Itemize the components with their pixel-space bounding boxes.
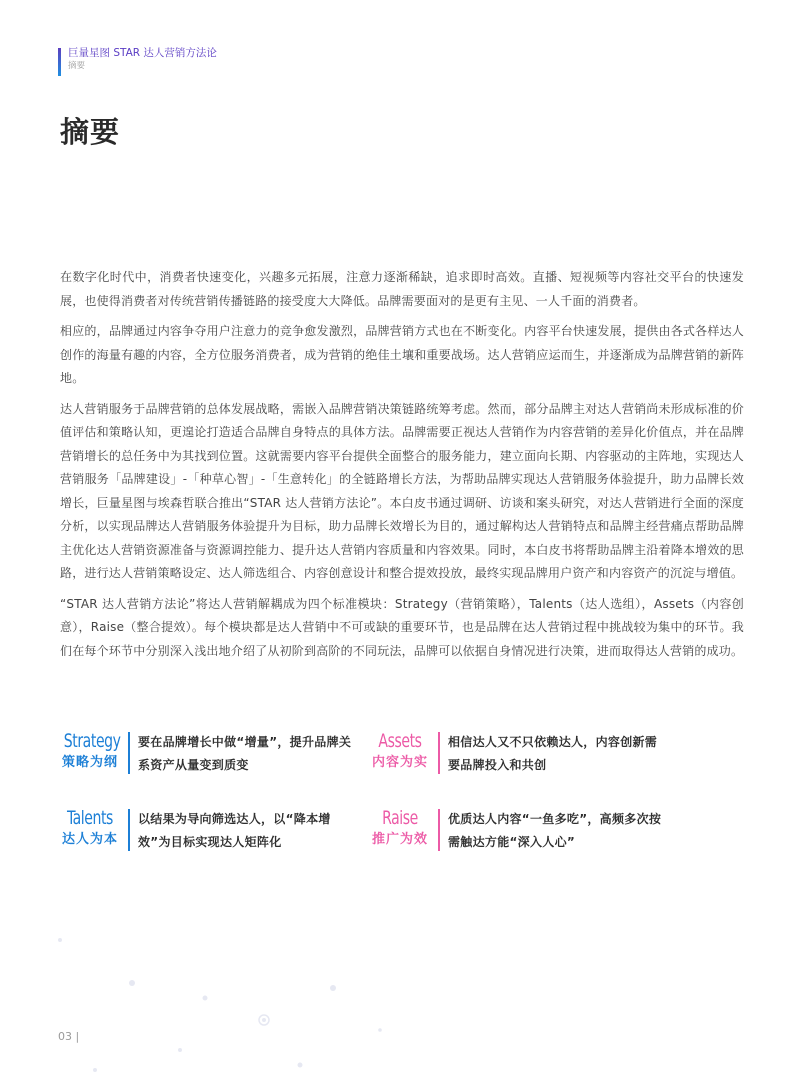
paragraph: 相应的，品牌通过内容争夺用户注意力的竞争愈发激烈，品牌营销方式也在不断变化。内容平台快速发展，提供由各式各样达人创作的海量有趣的内容，全方位服务消费者，成为营销的绝佳土壤和重要战场。达人营销应运而生，并逐渐成为品牌营销的新阵地。: [60, 324, 744, 385]
paragraph: “STAR 达人营销方法论”将达人营销解耦成为四个标准模块：Strategy（营销策略），Talents（达人选组），Assets（内容创意），Raise（整合提效）。每个模块都是达人营销中不可或缺的重要环节，也是品牌在达人营销过程中挑战较为集中的环节。我们在每个环节中分别深入浅出地介绍了从初阶到高阶的不同玩法，品牌可以依据自身情况进行决策，进而取得达人营销的成功。: [60, 596, 744, 658]
decorative-dot: [203, 996, 208, 1001]
paragraph: 达人营销服务于品牌营销的总体发展战略，需嵌入品牌营销决策链路统筹考虑。然而，部分品牌主对达人营销尚未形成标准的价值评估和策略认知，更遑论打造适合品牌自身特点的具体方法。品牌需要正视达人营销作为内容营销的差异化价值点，并在品牌营销增长的总任务中为其找到位置。这就需要内容平台提供全面整合的服务能力，建立面向长期、内容驱动的主阵地，实现达人营销服务「品牌建设」-「种草心智」-「生意转化」的全链路增长方法，为帮助品牌实现达人营销服务体验提升，助力品牌长效增长，巨量星图与埃森哲联合推出“STAR 达人营销方法论”。本白皮书通过调研、访谈和案头研究，对达人营销进行全面的深度分析，以实现品牌达人营销服务体验提升为目标，助力品牌长效增长为目的，通过解构达人营销特点和品牌主经营痛点帮助品牌主优化达人营销资源准备与资源调控能力、提升达人营销内容质量和内容效果。同时，本白皮书将帮助品牌主沿着降本增效的思路，进行达人营销策略设定、达人筛选组合、内容创意设计和整合提效投放，最终实现品牌用户资产和内容资产的沉淀与增值。: [60, 401, 744, 580]
module-zh-name: 内容为实: [371, 755, 428, 770]
page-title: 摘要: [60, 115, 121, 149]
module-en-name: Raise: [382, 807, 418, 829]
module-divider: [128, 809, 130, 851]
module-assets: [368, 728, 698, 776]
module-en-name: Talents: [67, 807, 113, 829]
module-en-name: Assets: [378, 730, 422, 752]
module-description: 要在品牌增长中做“增量”，提升品牌关系资产从量变到质变: [138, 735, 352, 772]
decorative-dot: [93, 1068, 97, 1072]
module-raise: [368, 805, 698, 853]
summary-body: [60, 266, 744, 670]
paragraph: 在数字化时代中，消费者快速变化，兴趣多元拓展，注意力逐渐稀缺，追求即时高效。直播、短视频等内容社交平台的快速发展，也使得消费者对传统营销传播链路的接受度大大降低。品牌需要面对的是更有主见、一人千面的消费者。: [60, 270, 744, 308]
section-name: 摘要: [68, 61, 86, 71]
module-talents: [58, 805, 388, 853]
module-divider: [438, 809, 440, 851]
decorative-dot: [298, 1063, 303, 1068]
star-modules: [58, 728, 748, 858]
module-zh-name: 策略为纲: [61, 755, 118, 770]
module-description: 相信达人又不只依赖达人，内容创新需要品牌投入和共创: [448, 735, 658, 772]
module-en-name: Strategy: [63, 730, 121, 752]
decorative-dot: [129, 980, 135, 986]
module-label: [58, 805, 122, 849]
module-divider: [438, 732, 440, 774]
decorative-dot: [262, 1018, 266, 1022]
module-zh-name: 达人为本: [61, 832, 118, 847]
module-label: [368, 728, 432, 772]
module-label: [58, 728, 122, 772]
module-label: [368, 805, 432, 849]
page-number: 03 |: [58, 1030, 80, 1043]
decorative-dot: [58, 938, 62, 942]
decorative-dot: [178, 1048, 182, 1052]
module-strategy: [58, 728, 388, 776]
module-description: 以结果为导向筛选达人，以“降本增效”为目标实现达人矩阵化: [138, 812, 331, 849]
header-accent-bar: [58, 48, 61, 76]
report-title: 巨量星图 STAR 达人营销方法论: [68, 47, 217, 59]
decorative-dot-pattern: [0, 900, 420, 1087]
decorative-dot: [378, 1028, 382, 1032]
module-divider: [128, 732, 130, 774]
report-header: [58, 46, 217, 78]
decorative-dot: [330, 985, 336, 991]
module-description: 优质达人内容“一鱼多吃”，高频多次按需触达方能“深入人心”: [448, 812, 662, 849]
module-zh-name: 推广为效: [371, 832, 428, 847]
